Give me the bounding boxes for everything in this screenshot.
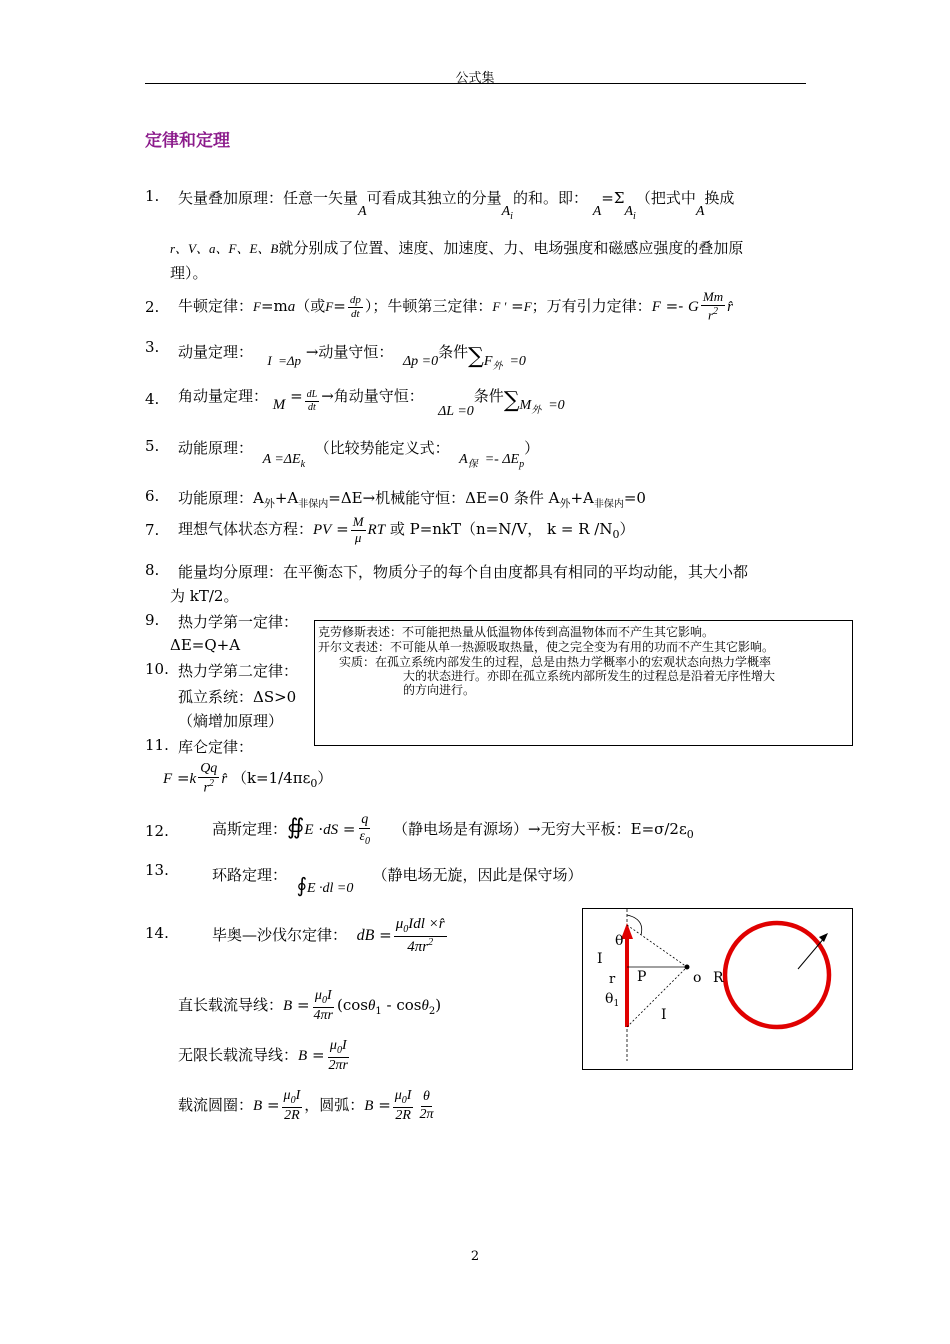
box-line-essence: 实质：在孤立系统内部发生的过程，总是由热力学概率小的宏观状态向热力学概率 — [339, 655, 772, 669]
line-to-p-top — [627, 925, 687, 967]
item-12-number: 12. — [145, 822, 169, 840]
item-10-line2: 孤立系统：ΔS>0 — [178, 688, 297, 706]
figure-drawing — [583, 909, 852, 1069]
item-6-text: 功能原理：$A_外+A_{非保内}=\Delta E\to$机械能守恒：ΔE=0 条件 $A_外+A_{非保内}=0$ — [178, 489, 646, 510]
label-theta: θ — [615, 933, 624, 949]
point-p — [685, 965, 690, 970]
item-13-text: 环路定理： ∮E ·dl =0 （静电场无旋，因此是保守场） — [212, 866, 583, 897]
magnetic-field-figure — [582, 908, 853, 1070]
item-2-number: 2. — [145, 298, 160, 316]
page-number: 2 — [470, 1249, 480, 1264]
item-8-line1: 能量均分原理：在平衡态下，物质分子的每个自由度都具有相同的平均动能，其大小都 — [178, 563, 749, 581]
item-10-line1: 热力学第二定律： — [178, 662, 299, 680]
item-4-number: 4. — [145, 390, 160, 408]
item-4-text: 角动量定理： M = $\frac{dL}{dt}$ →角动量守恒： ΔL =0条件$\sum M_外 =0$ — [178, 387, 565, 419]
item-6-number: 6. — [145, 487, 160, 505]
item-3-number: 3. — [145, 338, 160, 356]
line-to-p-bottom — [627, 967, 687, 1027]
second-law-box — [314, 620, 853, 746]
item-1-line3: 理）。 — [170, 264, 208, 282]
item-1-line2: r、V、a、F、E、B就分别成了位置、速度、加速度、力、电场强度和磁感应强度的叠加原 — [170, 239, 744, 257]
header-rule — [145, 83, 806, 84]
radius-line — [798, 937, 825, 969]
item-1-text: 矢量叠加原理：任意一矢量A可看成其独立的分量$A_i$的和。即： $A=\Sigma A_i$（把式中A换成 — [178, 189, 735, 222]
item-7-text: 理想气体状态方程：PV = $\frac{M}{\mu}$ RT 或 P=nkT（n=N/V， k = R $/N_0$） — [178, 513, 635, 545]
item-3-text: 动量定理： I =Δp →动量守恒： Δp =0条件$\sum F_外 =0$ — [178, 343, 526, 372]
item-9-line1: 热力学第一定律： — [178, 613, 299, 631]
current-loop — [725, 923, 829, 1027]
item-8-line2: 为 kT/2。 — [170, 587, 239, 605]
item-9-line2: ΔE=Q+A — [170, 636, 241, 654]
label-i-bottom: I — [661, 1007, 667, 1023]
label-i-top: I — [597, 951, 603, 967]
label-r: r — [609, 972, 616, 987]
page-header: 公式集 — [455, 71, 495, 86]
infinite-wire-formula: 无限长载流导线：B = $\frac{\mu_0I}{2\pi r}$ — [178, 1038, 348, 1073]
item-10-line3: （熵增加原理） — [178, 712, 284, 730]
item-7-number: 7. — [145, 521, 160, 539]
item-10-number: 10. — [145, 660, 169, 678]
item-14-text: 毕奥—沙伐尔定律： dB = $\frac{\mu_0Idl \times r̂}{4\pi r^2}$ — [212, 916, 445, 955]
item-5-number: 5. — [145, 437, 160, 455]
box-line-essence-2: 大的状态进行。亦即在孤立系统内部所发生的过程总是沿着无序性增大 — [403, 669, 776, 683]
item-5-text: 动能原理： $A =\Delta E_k$ （比较势能定义式： $A_保 =- \Delta E_p$） — [178, 439, 540, 470]
coulomb-formula: F =k $\frac{Qq}{r^2}$ r̂ $(k=1/4\pi\varepsilon_0)$ — [163, 761, 333, 796]
label-R: R — [713, 970, 724, 986]
section-title: 定律和定理 — [145, 131, 230, 151]
label-o: o — [693, 970, 702, 986]
label-p: P — [637, 969, 647, 985]
label-theta1: $\theta_1$ — [605, 991, 620, 1009]
item-14-number: 14. — [145, 924, 169, 942]
radius-arrow — [819, 933, 828, 942]
item-13-number: 13. — [145, 861, 169, 879]
box-line-clausius: 克劳修斯表述：不可能把热量从低温物体传到高温物体而不产生其它影响。 — [318, 625, 715, 639]
item-2-text: 牛顿定律：F=ma（或F= $\frac{dp}{dt}$ ）；牛顿第三定律：F ′ =F；万有引力定律：F =- G $\frac{Mm}{r^2}$ r̂ — [178, 289, 733, 323]
item-12-text: 高斯定理：∯E ·dS = $\frac{q}{\varepsilon_0}$ （静电场是有源场）→无穷大平板：$E=\sigma/2\varepsilon_0$ — [212, 812, 694, 848]
loop-formula: 载流圆圈：B = $\frac{\mu_0I}{2R}$ ，圆弧：B = $\frac{\mu_0I}{2R}$ $\frac{\theta}{2\pi}$ — [178, 1088, 434, 1123]
item-8-number: 8. — [145, 561, 160, 579]
item-11-number: 11. — [145, 736, 169, 754]
box-line-kelvin: 开尔文表述：不可能从单一热源吸取热量，使之完全变为有用的功而不产生其它影响。 — [318, 640, 775, 654]
item-9-number: 9. — [145, 611, 160, 629]
item-11-label: 库仑定律： — [178, 738, 254, 756]
item-1-number: 1. — [145, 187, 160, 205]
box-line-essence-3: 的方向进行。 — [403, 683, 476, 697]
straight-wire-formula: 直长载流导线：B = $\frac{\mu_0I}{4\pi r}$ (cosθ$_1$ - cosθ$_2$) — [178, 988, 442, 1023]
